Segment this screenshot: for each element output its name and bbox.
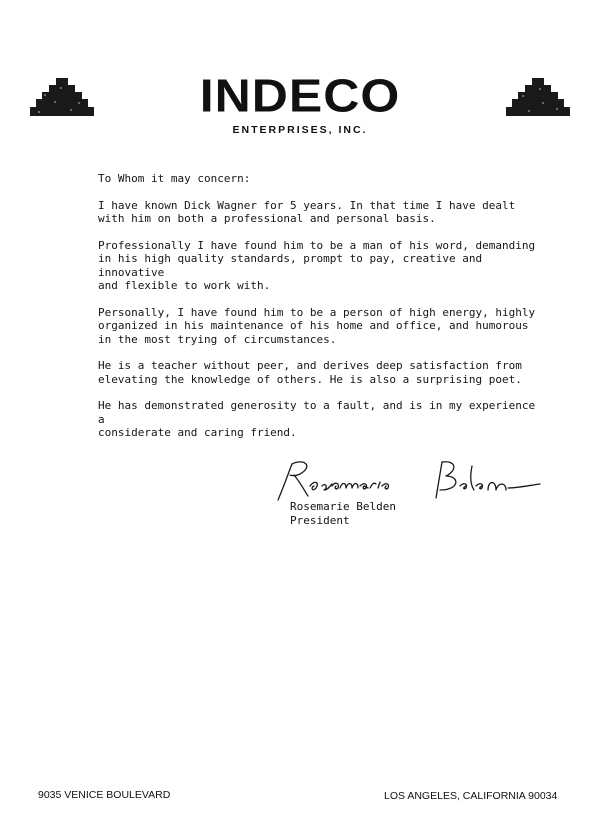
paragraph: Personally, I have found him to be a person of high energy, highly organized in his maintenance of his home and office, and humorous in the most trying of circumstances. [98,305,536,346]
salutation: To Whom it may concern: [98,172,251,185]
logo-text: INDECO [199,70,401,122]
company-subtitle: ENTERPRISES, INC. [232,124,368,136]
stepped-pyramid-icon [506,78,570,116]
company-logo [168,70,432,122]
stepped-pyramid-icon [30,78,94,116]
letter-body [98,172,538,453]
paragraph: He is a teacher without peer, and derives deep satisfaction from elevating the knowledge of others. He is also a surprising poet. [98,359,522,386]
footer-street-address: 9035 VENICE BOULEVARD [38,789,171,801]
paragraph: Professionally I have found him to be a man of his word, demanding in his high quality standards, prompt to pay, creative and innovative and flexible to work with. [98,238,536,292]
paragraph: I have known Dick Wagner for 5 years. In that time I have dealt with him on both a professional and personal basis. [98,198,516,225]
paragraph: He has demonstrated generosity to a fault, and is in my experience a considerate and caring friend. [98,399,536,439]
letterhead [0,70,600,150]
signer-name: Rosemarie Belden [290,500,396,513]
footer-city-address: LOS ANGELES, CALIFORNIA 90034 [384,790,558,802]
handwritten-signature [270,456,550,506]
signer-title: President [290,514,350,527]
